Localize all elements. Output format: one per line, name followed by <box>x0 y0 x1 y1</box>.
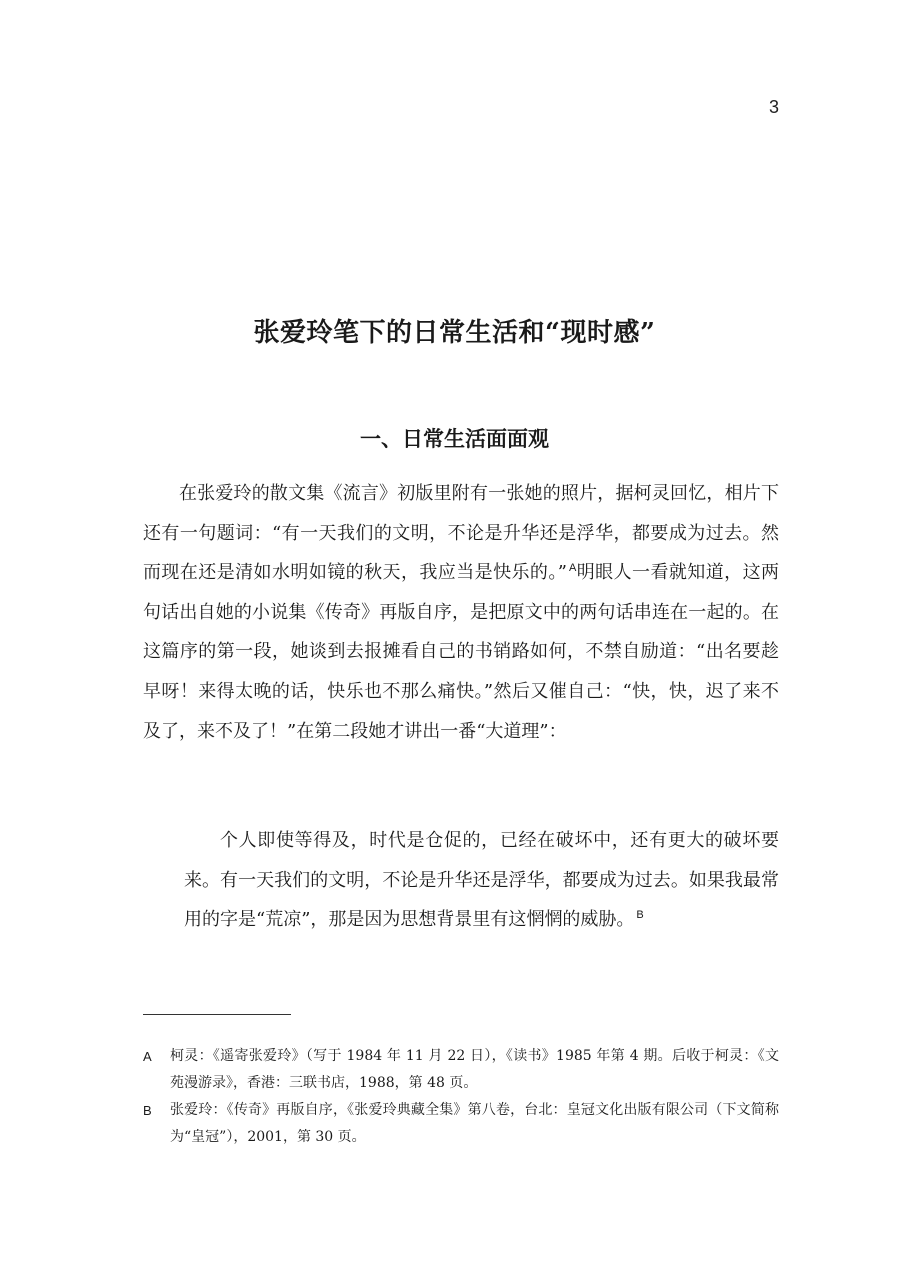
footnote-ref-b[interactable]: B <box>636 909 644 922</box>
quote-text: 个人即使等得及，时代是仓促的，已经在破坏中，还有更大的破坏要来。有一天我们的文明，不论是升华还是浮华，都要成为过去。如果我最常用的字是“荒凉”，那是因为思想背景里有这惘惘的威胁。 <box>184 830 779 931</box>
footnote-marker: B <box>143 1103 152 1118</box>
footnote-marker: A <box>143 1049 152 1064</box>
footnote-divider <box>143 1014 291 1015</box>
paragraph-text-part-2: 明眼人一看就知道，这两句话出自她的小说集《传奇》再版自序，是把原文中的两句话串连在一起的。在这篇序的第一段，她谈到去报摊看自己的书销路如何，不禁自励道：“出名要趁早呀！来得太晚的话，快乐也不那么痛快。”然后又催自己：“快，快，迟了来不及了，来不及了！”在第二段她才讲出一番“大道理”： <box>143 562 780 742</box>
footnote-b <box>143 1097 779 1151</box>
footnote-text: 柯灵：《遥寄张爱玲》（写于 1984 年 11 月 22 日），《读书》1985 年第 4 期。后收于柯灵：《文苑漫游录》，香港：三联书店，1988，第 48 页。 <box>170 1048 779 1091</box>
body-paragraph <box>143 474 779 751</box>
footnote-ref-a[interactable]: A <box>568 562 577 575</box>
paragraph-text-part-1: 在张爱玲的散文集《流言》初版里附有一张她的照片，据柯灵回忆，相片下还有一句题词：“有一天我们的文明，不论是升华还是浮华，都要成为过去。然而现在还是清如水明如镜的秋天，我应当是快乐的。” <box>143 483 779 584</box>
footnote-text: 张爱玲：《传奇》再版自序，《张爱玲典藏全集》第八卷，台北：皇冠文化出版有限公司（下文简称为“皇冠”），2001，第 30 页。 <box>170 1102 779 1145</box>
footnote-a <box>143 1043 779 1097</box>
chapter-title: 张爱玲笔下的日常生活和“现时感” <box>253 318 656 348</box>
page-number: 3 <box>768 97 779 117</box>
footnotes <box>143 1043 779 1151</box>
block-quote <box>184 821 779 940</box>
section-heading: 一、日常生活面面观 <box>360 427 549 451</box>
